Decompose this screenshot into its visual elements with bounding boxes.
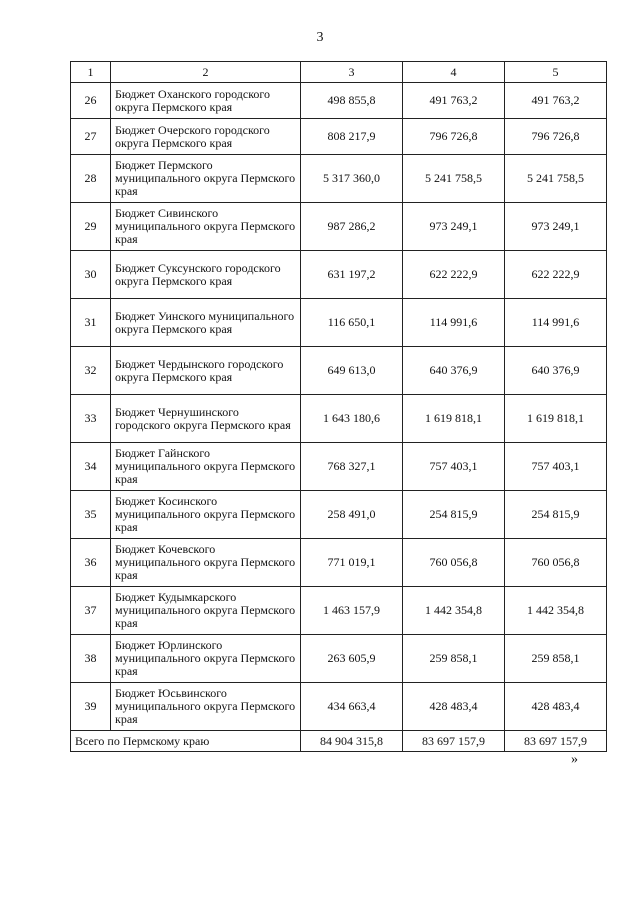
table-row (71, 443, 607, 491)
budget-name: Бюджет Сивинского муниципального округа Пермского края (111, 203, 301, 251)
table-row (71, 491, 607, 539)
value-col3: 1 643 180,6 (301, 395, 403, 443)
budget-name: Бюджет Юсьвинского муниципального округа Пермского края (111, 683, 301, 731)
total-row (71, 731, 607, 752)
value-col4: 254 815,9 (403, 491, 505, 539)
row-number: 26 (71, 83, 111, 119)
row-number: 28 (71, 155, 111, 203)
value-col5: 622 222,9 (505, 251, 607, 299)
table-row (71, 395, 607, 443)
row-number: 27 (71, 119, 111, 155)
budget-name: Бюджет Юрлинского муниципального округа Пермского края (111, 635, 301, 683)
value-col4: 622 222,9 (403, 251, 505, 299)
row-number: 31 (71, 299, 111, 347)
value-col5: 760 056,8 (505, 539, 607, 587)
row-number: 36 (71, 539, 111, 587)
value-col3: 498 855,8 (301, 83, 403, 119)
value-col5: 114 991,6 (505, 299, 607, 347)
value-col3: 649 613,0 (301, 347, 403, 395)
value-col4: 491 763,2 (403, 83, 505, 119)
column-header: 1 (71, 62, 111, 83)
value-col3: 808 217,9 (301, 119, 403, 155)
table-row (71, 119, 607, 155)
value-col3: 434 663,4 (301, 683, 403, 731)
total-col5: 83 697 157,9 (505, 731, 607, 752)
value-col5: 973 249,1 (505, 203, 607, 251)
budget-name: Бюджет Очерского городского округа Пермского края (111, 119, 301, 155)
page-number: 3 (316, 30, 324, 45)
budget-name: Бюджет Оханского городского округа Пермского края (111, 83, 301, 119)
total-col4: 83 697 157,9 (403, 731, 505, 752)
value-col5: 254 815,9 (505, 491, 607, 539)
column-header: 3 (301, 62, 403, 83)
value-col5: 640 376,9 (505, 347, 607, 395)
row-number: 32 (71, 347, 111, 395)
row-number: 33 (71, 395, 111, 443)
budget-name: Бюджет Кочевского муниципального округа Пермского края (111, 539, 301, 587)
value-col5: 491 763,2 (505, 83, 607, 119)
value-col3: 116 650,1 (301, 299, 403, 347)
budget-table (70, 61, 607, 752)
value-col4: 760 056,8 (403, 539, 505, 587)
budget-name: Бюджет Кудымкарского муниципального округа Пермского края (111, 587, 301, 635)
total-col3: 84 904 315,8 (301, 731, 403, 752)
value-col5: 757 403,1 (505, 443, 607, 491)
value-col4: 1 442 354,8 (403, 587, 505, 635)
value-col4: 796 726,8 (403, 119, 505, 155)
value-col5: 1 442 354,8 (505, 587, 607, 635)
table-row (71, 539, 607, 587)
total-label: Всего по Пермскому краю (71, 731, 301, 752)
value-col4: 757 403,1 (403, 443, 505, 491)
budget-name: Бюджет Уинского муниципального округа Пермского края (111, 299, 301, 347)
budget-name: Бюджет Чернушинского городского округа Пермского края (111, 395, 301, 443)
table-header-row (71, 62, 607, 83)
table-row (71, 587, 607, 635)
row-number: 39 (71, 683, 111, 731)
table-row (71, 251, 607, 299)
closing-quote-mark: » (571, 752, 578, 767)
table-row (71, 83, 607, 119)
value-col5: 796 726,8 (505, 119, 607, 155)
row-number: 37 (71, 587, 111, 635)
table-row (71, 299, 607, 347)
budget-name: Бюджет Суксунского городского округа Пермского края (111, 251, 301, 299)
value-col3: 987 286,2 (301, 203, 403, 251)
value-col5: 259 858,1 (505, 635, 607, 683)
column-header: 5 (505, 62, 607, 83)
row-number: 30 (71, 251, 111, 299)
value-col3: 258 491,0 (301, 491, 403, 539)
value-col4: 259 858,1 (403, 635, 505, 683)
budget-name: Бюджет Чердынского городского округа Пермского края (111, 347, 301, 395)
value-col5: 1 619 818,1 (505, 395, 607, 443)
value-col3: 1 463 157,9 (301, 587, 403, 635)
table-row (71, 203, 607, 251)
budget-name: Бюджет Пермского муниципального округа Пермского края (111, 155, 301, 203)
value-col3: 631 197,2 (301, 251, 403, 299)
value-col3: 768 327,1 (301, 443, 403, 491)
row-number: 38 (71, 635, 111, 683)
value-col4: 114 991,6 (403, 299, 505, 347)
budget-name: Бюджет Гайнского муниципального округа Пермского края (111, 443, 301, 491)
value-col4: 640 376,9 (403, 347, 505, 395)
table-row (71, 635, 607, 683)
value-col5: 5 241 758,5 (505, 155, 607, 203)
value-col3: 5 317 360,0 (301, 155, 403, 203)
value-col3: 263 605,9 (301, 635, 403, 683)
value-col4: 428 483,4 (403, 683, 505, 731)
column-header: 4 (403, 62, 505, 83)
value-col4: 973 249,1 (403, 203, 505, 251)
table-row (71, 155, 607, 203)
row-number: 29 (71, 203, 111, 251)
value-col3: 771 019,1 (301, 539, 403, 587)
budget-name: Бюджет Косинского муниципального округа Пермского края (111, 491, 301, 539)
value-col4: 1 619 818,1 (403, 395, 505, 443)
row-number: 34 (71, 443, 111, 491)
value-col5: 428 483,4 (505, 683, 607, 731)
table-row (71, 347, 607, 395)
value-col4: 5 241 758,5 (403, 155, 505, 203)
column-header: 2 (111, 62, 301, 83)
table-row (71, 683, 607, 731)
row-number: 35 (71, 491, 111, 539)
